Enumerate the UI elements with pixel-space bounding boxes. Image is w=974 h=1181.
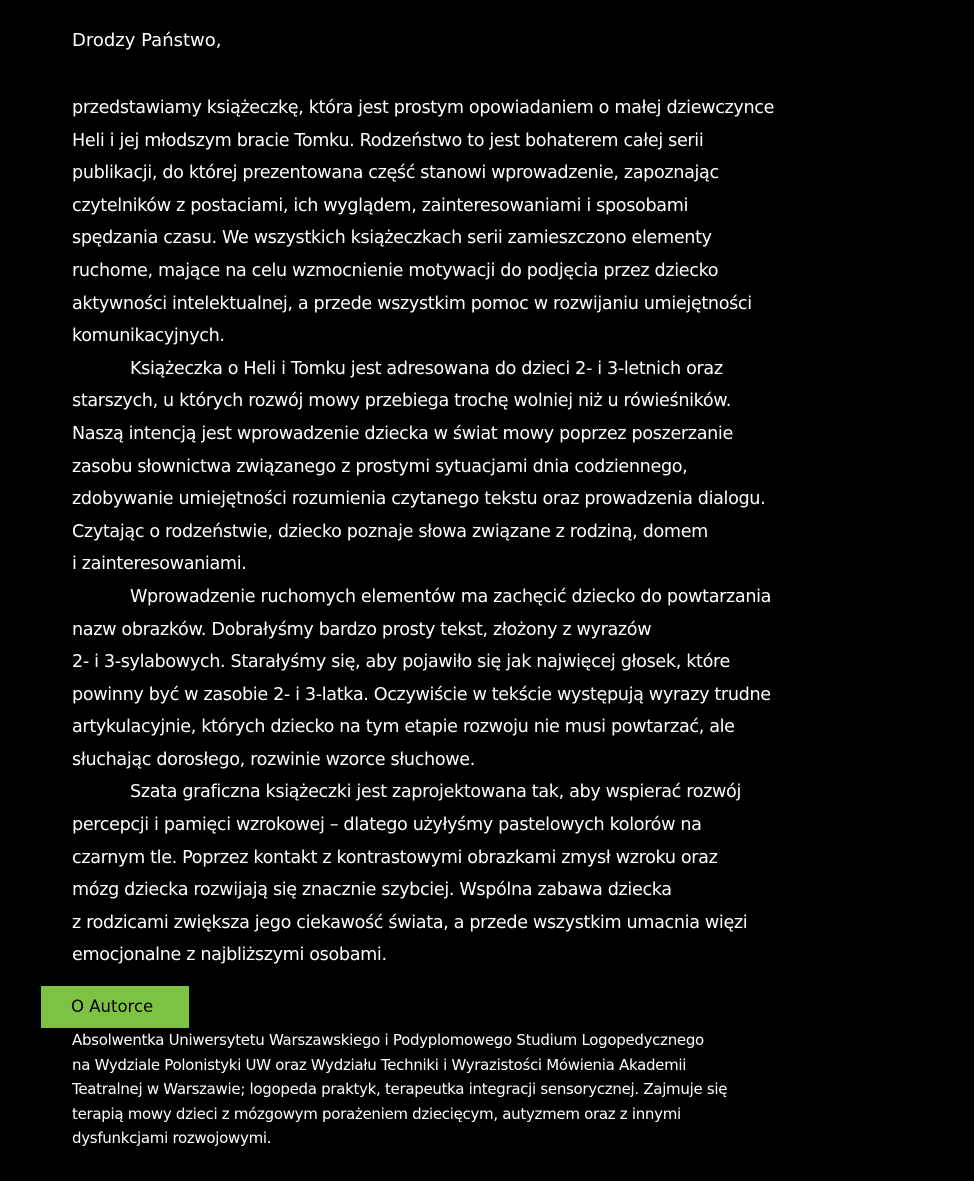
text-line: starszych, u których rozwój mowy przebiega trochę wolniej niż u rówieśników. <box>72 391 731 412</box>
text-line: Naszą intencją jest wprowadzenie dziecka w świat mowy poprzez poszerzanie <box>72 423 733 444</box>
text-line: Absolwentka Uniwersytetu Warszawskiego i Podyplomowego Studium Logopedycznego <box>72 1031 704 1049</box>
text-line: dysfunkcjami rozwojowymi. <box>72 1129 272 1147</box>
letter-body <box>72 92 952 972</box>
text-line: powinny być w zasobie 2- i 3-latka. Oczywiście w tekście występują wyrazy trudne <box>72 684 771 705</box>
text-line: spędzania czasu. We wszystkich książeczkach serii zamieszczono elementy <box>72 228 712 249</box>
about-author-heading: O Autorce <box>41 986 189 1028</box>
text-line: Szata graficzna książeczki jest zaprojektowana tak, aby wspierać rozwój <box>130 782 741 803</box>
text-line: percepcji i pamięci wzrokowej – dlatego użyłyśmy pastelowych kolorów na <box>72 815 702 836</box>
greeting: Drodzy Państwo, <box>72 30 222 51</box>
text-line: aktywności intelektualnej, a przede wszystkim pomoc w rozwijaniu umiejętności <box>72 293 752 314</box>
text-line: komunikacyjnych. <box>72 326 225 347</box>
text-line: zdobywanie umiejętności rozumienia czytanego tekstu oraz prowadzenia dialogu. <box>72 489 766 510</box>
text-line: zasobu słownictwa związanego z prostymi sytuacjami dnia codziennego, <box>72 456 688 477</box>
text-line: czytelników z postaciami, ich wyglądem, zainteresowaniami i sposobami <box>72 195 689 216</box>
author-bio <box>72 1028 727 1151</box>
text-line: terapią mowy dzieci z mózgowym porażeniem dziecięcym, autyzmem oraz z innymi <box>72 1104 681 1123</box>
text-line: nazw obrazków. Dobrałyśmy bardzo prosty tekst, złożony z wyrazów <box>72 619 652 640</box>
text-line: 2- i 3-sylabowych. Starałyśmy się, aby pojawiło się jak najwięcej głosek, które <box>72 652 730 673</box>
text-line: Teatralnej w Warszawie; logopeda praktyk, terapeutka integracji sensorycznej. Zajmuje się <box>72 1080 728 1098</box>
text-line: przedstawiamy książeczkę, która jest prostym opowiadaniem o małej dziewczynce <box>72 98 775 118</box>
text-line: Czytając o rodzeństwie, dziecko poznaje słowa związane z rodziną, domem <box>72 521 708 542</box>
text-line: Heli i jej młodszym bracie Tomku. Rodzeństwo to jest bohaterem całej serii <box>72 130 704 151</box>
text-line: mózg dziecka rozwijają się znacznie szybciej. Wspólna zabawa dziecka <box>72 880 672 901</box>
paragraph <box>72 776 952 972</box>
text-line: na Wydziale Polonistyki UW oraz Wydziału Techniki i Wyrazistości Mówienia Akademii <box>72 1055 687 1074</box>
text-line: publikacji, do której prezentowana część stanowi wprowadzenie, zapoznając <box>72 163 719 184</box>
text-line: artykulacyjnie, których dziecko na tym etapie rozwoju nie musi powtarzać, ale <box>72 717 735 738</box>
paragraph <box>72 581 952 777</box>
text-line: z rodzicami zwiększa jego ciekawość świata, a przede wszystkim umacnia więzi <box>72 912 748 933</box>
text-line: słuchając dorosłego, rozwinie wzorce słuchowe. <box>72 749 476 770</box>
paragraph <box>72 353 952 581</box>
text-line: emocjonalne z najbliższymi osobami. <box>72 945 387 966</box>
text-line: Książeczka o Heli i Tomku jest adresowana do dzieci 2- i 3-letnich oraz <box>130 358 723 379</box>
text-line: Wprowadzenie ruchomych elementów ma zachęcić dziecko do powtarzania <box>130 586 772 607</box>
text-line: ruchome, mające na celu wzmocnienie motywacji do podjęcia przez dziecko <box>72 260 719 281</box>
text-line: czarnym tle. Poprzez kontakt z kontrastowymi obrazkami zmysł wzroku oraz <box>72 847 718 868</box>
text-line: i zainteresowaniami. <box>72 554 247 575</box>
paragraph <box>72 92 952 353</box>
